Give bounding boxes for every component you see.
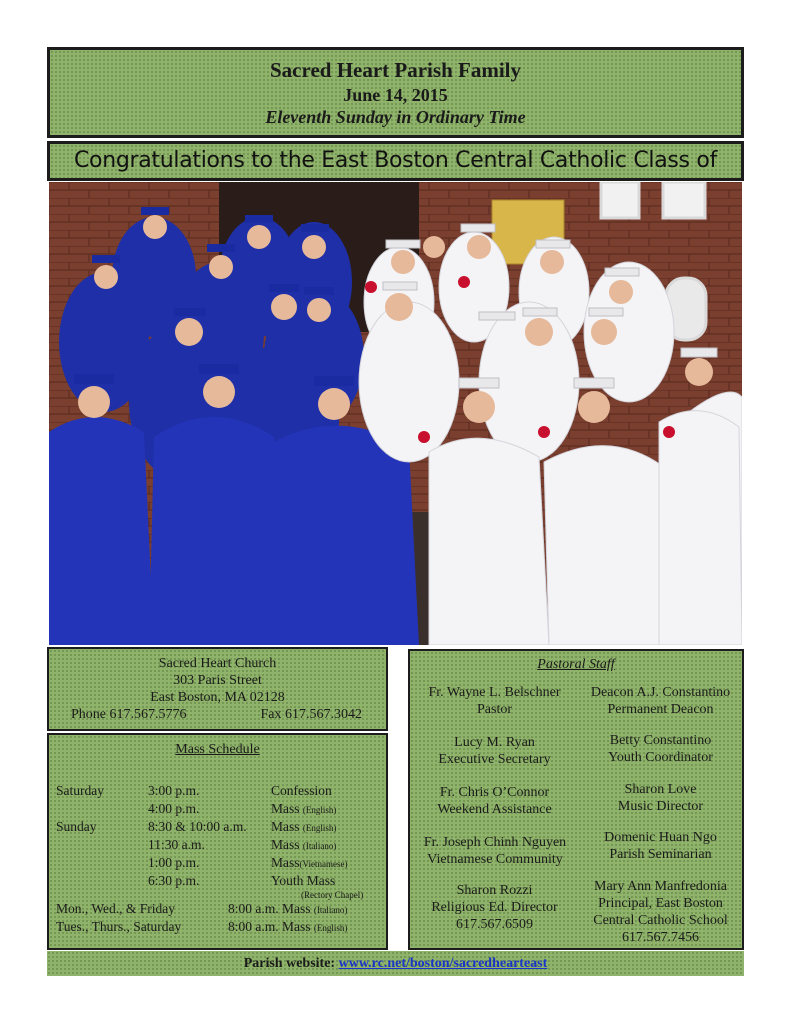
contact-row xyxy=(49,706,386,723)
mass-row-time: 11:30 a.m. xyxy=(148,837,205,852)
mass-row-what: Mass (Italiano) xyxy=(271,837,337,852)
pastoral-staff-panel xyxy=(408,649,744,950)
mass-row-what: Mass (English) xyxy=(271,819,337,834)
mass-row-what: Confession xyxy=(271,783,332,798)
website-footer xyxy=(47,951,744,976)
church-name: Sacred Heart Church xyxy=(158,656,277,671)
mass-row-time: 4:00 p.m. xyxy=(148,801,200,816)
mass-row-what: Mass (English) xyxy=(271,801,337,816)
church-phone: Phone 617.567.5776 xyxy=(71,707,187,722)
mass-row-time: 6:30 p.m. xyxy=(148,873,200,888)
mass-row-time: 1:00 p.m. xyxy=(148,855,200,870)
staff-entry: Domenic Huan Ngo Parish Seminarian xyxy=(604,830,717,862)
church-info-panel xyxy=(47,647,388,731)
staff-entry: Sharon Love Music Director xyxy=(617,782,704,814)
banner-text: Congratulations to the East Boston Central Catholic Class of xyxy=(73,148,718,173)
bulletin-header xyxy=(47,47,744,138)
staff-entry: Sharon Rozzi Religious Ed. Director 617.567.6509 xyxy=(431,883,558,932)
mass-row-what: Youth Mass xyxy=(271,873,336,888)
mass-row-time: 3:00 p.m. xyxy=(148,783,200,798)
weekday-mass-day: Mon., Wed., & Friday xyxy=(56,901,176,916)
mass-row-time: 8:30 & 10:00 a.m. xyxy=(148,819,247,834)
church-city: East Boston, MA 02128 xyxy=(150,690,285,705)
liturgical-day: Eleventh Sunday in Ordinary Time xyxy=(265,107,526,127)
staff-entry: Lucy M. Ryan Executive Secretary xyxy=(438,735,551,767)
staff-entry: Deacon A.J. Constantino Permanent Deacon xyxy=(590,685,731,717)
website-label: Parish website: xyxy=(243,956,339,971)
parish-title: Sacred Heart Parish Family xyxy=(270,58,521,82)
parish-website-link[interactable]: www.rc.net/boston/sacredhearteast xyxy=(338,956,548,971)
mass-row-day: Saturday xyxy=(56,783,104,798)
youth-mass-location: (Rectory Chapel) xyxy=(301,890,364,900)
staff-entry: Fr. Wayne L. Belschner Pastor xyxy=(428,685,561,717)
pastoral-staff-title: Pastoral Staff xyxy=(537,657,615,672)
congratulations-banner xyxy=(47,141,744,181)
mass-row-day: Sunday xyxy=(56,819,97,834)
staff-entry: Mary Ann Manfredonia Principal, East Boston Central Catholic School 617.567.7456 xyxy=(593,879,728,945)
church-fax: Fax 617.567.3042 xyxy=(260,707,362,722)
staff-entry: Fr. Joseph Chinh Nguyen Vietnamese Community xyxy=(423,835,567,867)
staff-entry: Betty Constantino Youth Coordinator xyxy=(608,733,713,765)
church-street: 303 Paris Street xyxy=(173,673,262,688)
bulletin-date: June 14, 2015 xyxy=(343,85,448,105)
weekday-mass-time: 8:00 a.m. Mass (English) xyxy=(228,919,348,934)
staff-entry: Fr. Chris O’Connor Weekend Assistance xyxy=(437,785,552,817)
graduates-illustration xyxy=(49,182,742,645)
mass-schedule-title: Mass Schedule xyxy=(175,742,260,757)
weekday-mass-time: 8:00 a.m. Mass (Italiano) xyxy=(228,901,348,916)
mass-schedule-panel xyxy=(47,733,388,950)
mass-row-what: Mass(Vietnamese) xyxy=(271,855,348,870)
graduation-photo xyxy=(49,182,742,645)
weekday-mass-day: Tues., Thurs., Saturday xyxy=(56,919,182,934)
